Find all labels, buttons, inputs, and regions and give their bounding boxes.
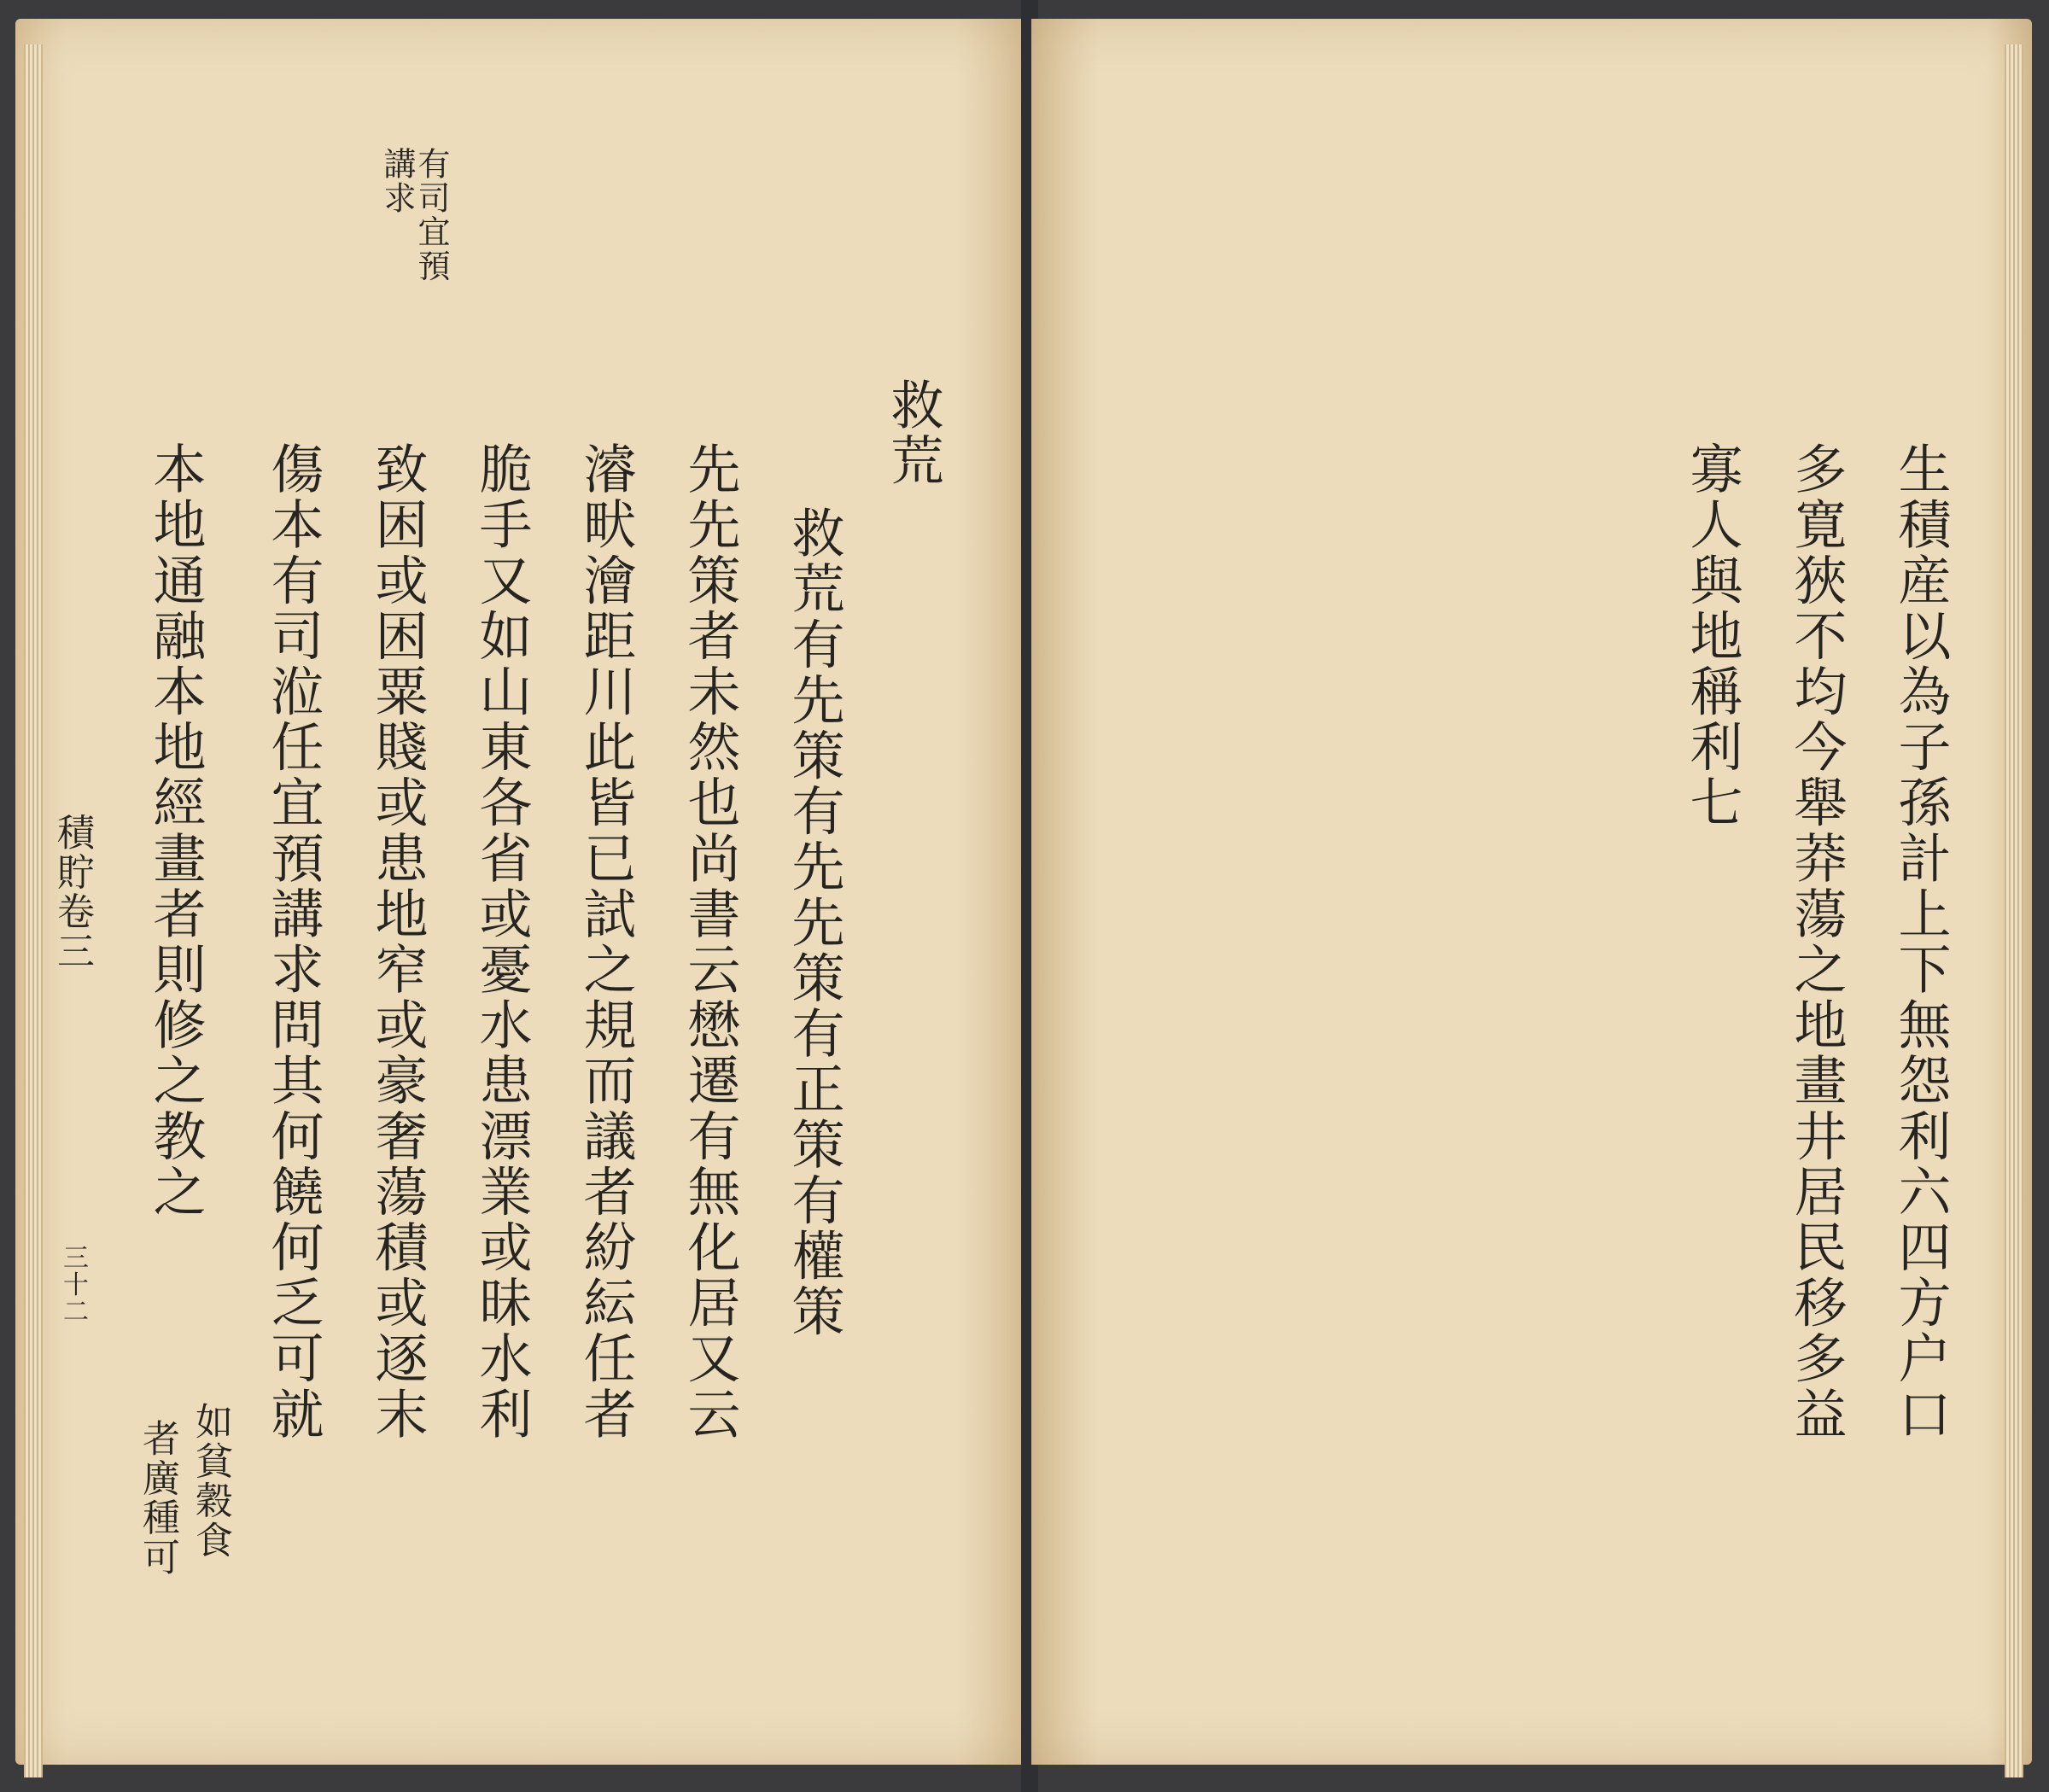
margin-note-col-2: 講求 (378, 147, 416, 215)
right-page-edge (2005, 44, 2023, 1777)
right-text-column-1: 生積産以為子孫計上下無怨利六四方户口 (1889, 441, 1952, 1442)
text-column-5: 致困或困粟賤或患地窄或豪奢蕩積或逐末 (366, 441, 429, 1442)
text-column-1: 救荒有先策有先先策有正策有權策 (783, 505, 845, 1340)
page-number: 三十二 (58, 1244, 88, 1325)
left-page (15, 19, 1029, 1765)
left-page-edge (24, 44, 43, 1777)
text-column-4: 脆手又如山東各省或憂水患漂業或昧水利 (470, 441, 533, 1442)
section-heading: 救荒 (882, 377, 944, 489)
text-column-6: 傷本有司涖任宜預講求問其何饒何乏可就 (262, 441, 324, 1442)
note-column-right: 如貧穀食 (189, 1402, 232, 1560)
text-column-2: 先先策者未然也尚書云懋遷有無化居又云 (679, 441, 741, 1442)
text-column-7: 本地通融本地經畫者則修之教之 (144, 441, 207, 1220)
right-text-column-2: 多寛狹不均今舉莽蕩之地畫井居民移多益 (1785, 441, 1848, 1442)
sidebar-title: 積貯卷三 (50, 813, 94, 971)
right-page (1031, 19, 2032, 1765)
text-column-3: 濬畎澮距川此皆已試之規而議者紛紜任者 (575, 441, 637, 1442)
right-text-column-3: 寡人與地稱利七 (1681, 441, 1743, 831)
margin-note-col-1: 有司宜預 (412, 147, 450, 283)
note-column-left: 者廣種可 (136, 1419, 179, 1577)
show-through-text (1202, 429, 1261, 471)
